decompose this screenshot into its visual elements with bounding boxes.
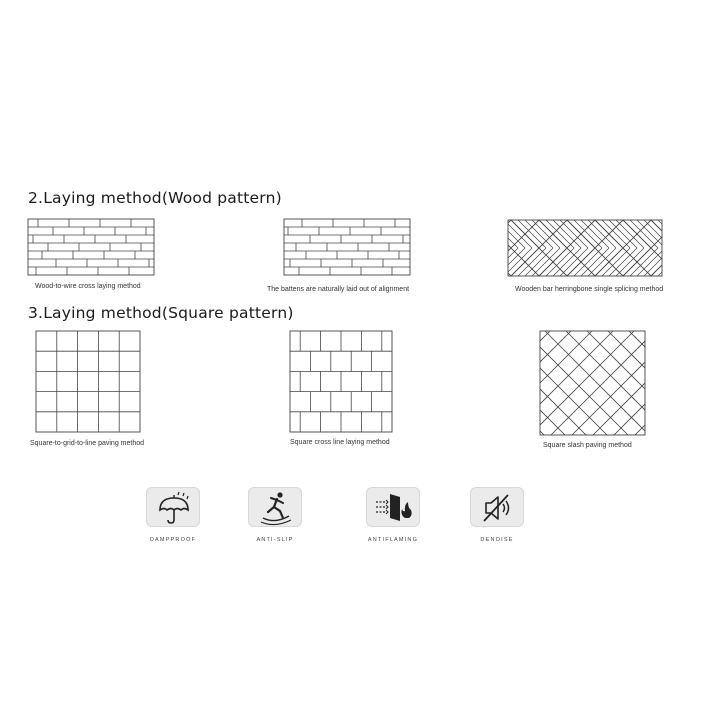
anti-slip-label: ANTI-SLIP xyxy=(256,537,294,543)
muted-speaker-icon xyxy=(471,488,525,528)
wood-herringbone-figure xyxy=(507,219,663,277)
square-cross-line-caption: Square cross line laying method xyxy=(290,439,390,446)
dampproof-label: DAMPPROOF xyxy=(149,537,197,543)
wood-herringbone-caption: Wooden bar herringbone single splicing method xyxy=(515,286,664,293)
denoise-label: DENOISE xyxy=(480,537,514,543)
square-cross-line-figure xyxy=(289,330,393,433)
wood-cross-laying-caption: Wood-to-wire cross laying method xyxy=(35,283,141,290)
square-slash-figure xyxy=(539,330,646,436)
wood-pattern-heading: 2.Laying method(Wood pattern) xyxy=(28,189,282,207)
herringbone-lines xyxy=(507,220,663,276)
anti-slip-badge xyxy=(248,487,302,527)
slash-lines xyxy=(539,331,646,436)
wood-staggered-caption: The battens are naturally laid out of alignment xyxy=(267,286,410,293)
square-grid-figure xyxy=(35,330,141,433)
antiflaming-badge xyxy=(366,487,420,527)
flame-shield-icon xyxy=(367,488,421,528)
pattern-border xyxy=(36,331,140,432)
dampproof-badge xyxy=(146,487,200,527)
square-grid-caption: Square-to-grid-to-line paving method xyxy=(30,440,145,447)
wood-cross-laying-figure xyxy=(27,218,155,276)
denoise-badge xyxy=(470,487,524,527)
antiflaming-label: ANTIFLAMING xyxy=(367,537,419,543)
wood-staggered-figure xyxy=(283,218,411,276)
umbrella-rain-icon xyxy=(147,488,201,528)
slipping-person-icon xyxy=(249,488,303,528)
square-pattern-heading: 3.Laying method(Square pattern) xyxy=(28,304,294,322)
square-slash-caption: Square slash paving method xyxy=(543,442,632,449)
